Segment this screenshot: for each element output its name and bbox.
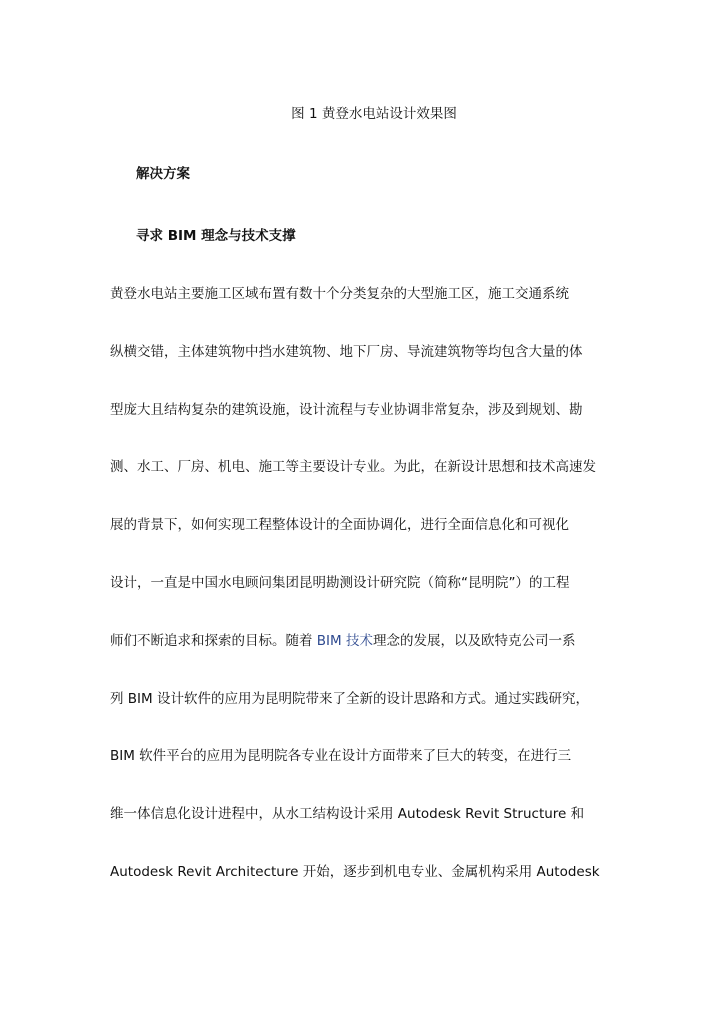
- body-line-11: Autodesk Revit Architecture 开始，逐步到机电专业、金属机构采用 Autodesk: [110, 863, 600, 880]
- body-line-6: 设计，一直是中国水电顾问集团昆明勘测设计研究院（简称“昆明院”）的工程: [110, 574, 570, 591]
- subsection-heading: 寻求 BIM 理念与技术支撑: [136, 228, 296, 244]
- body-line-7-start: 师们不断追求和探索的目标。随着: [110, 632, 317, 649]
- body-line-2: 纵横交错，主体建筑物中挡水建筑物、地下厂房、导流建筑物等均包含大量的体: [110, 343, 583, 360]
- body-line-7: [110, 628, 604, 686]
- section-heading: 解决方案: [136, 166, 190, 182]
- body-line-9: BIM 软件平台的应用为昆明院各专业在设计方面带来了巨大的转变，在进行三: [110, 748, 572, 765]
- figure-caption: 图 1 黄登水电站设计效果图: [291, 106, 457, 122]
- body-line-1: 黄登水电站主要施工区域布置有数十个分类复杂的大型施工区，施工交通系统: [110, 286, 569, 302]
- bim-technology-link[interactable]: BIM 技术: [316, 632, 373, 649]
- body-paragraph: [110, 281, 604, 917]
- body-line-4: 测、水工、厂房、机电、施工等主要设计专业。为此，在新设计思想和技术高速发: [110, 459, 596, 476]
- body-line-10: 维一体信息化设计进程中，从水工结构设计采用 Autodesk Revit Structure 和: [110, 806, 585, 823]
- body-line-5: 展的背景下，如何实现工程整体设计的全面协调化，进行全面信息化和可视化: [110, 517, 569, 534]
- body-line-7-end: 理念的发展，以及欧特克公司一系: [372, 632, 576, 649]
- body-line-3: 型庞大且结构复杂的建筑设施，设计流程与专业协调非常复杂，涉及到规划、勘: [110, 401, 583, 418]
- body-line-8: 列 BIM 设计软件的应用为昆明院带来了全新的设计思路和方式。通过实践研究，: [110, 690, 589, 707]
